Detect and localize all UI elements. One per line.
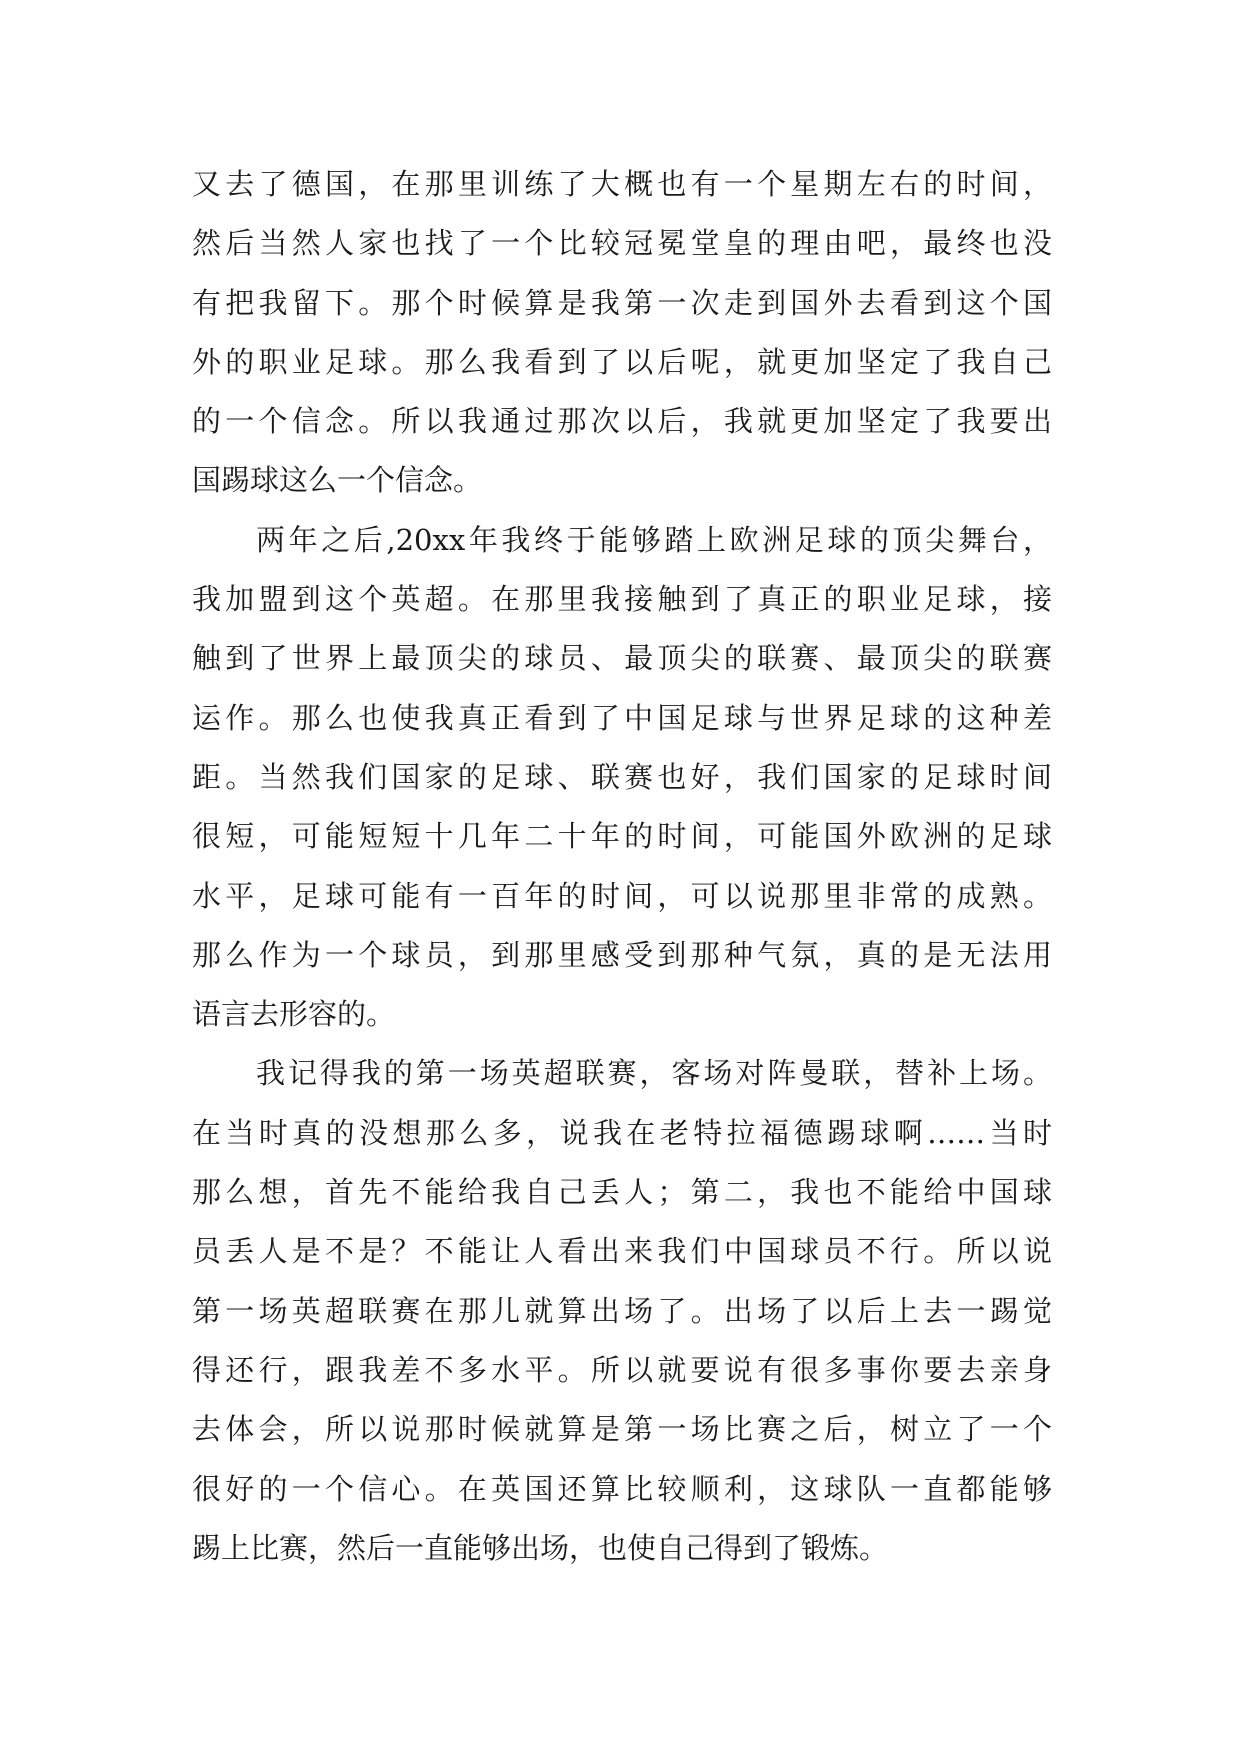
text-line: 我加盟到这个英超。在那里我接触到了真正的职业足球，接 — [192, 582, 1052, 617]
body-text — [192, 155, 1052, 1578]
text-line: 的一个信念。所以我通过那次以后，我就更加坚定了我要出 — [192, 404, 1052, 439]
text-line: 那么作为一个球员，到那里感受到那种气氛，真的是无法用 — [192, 937, 1052, 972]
text-line: 那么想，首先不能给我自己丢人；第二，我也不能给中国球 — [192, 1175, 1052, 1210]
text-line: 去体会，所以说那时候就算是第一场比赛之后，树立了一个 — [192, 1412, 1052, 1447]
text-line: 距。当然我们国家的足球、联赛也好，我们国家的足球时间 — [192, 759, 1052, 794]
text-line: 踢上比赛，然后一直能够出场，也使自己得到了锻炼。 — [192, 1530, 889, 1565]
text-line: 语言去形容的。 — [192, 997, 396, 1032]
text-line: 又去了德国，在那里训练了大概也有一个星期左右的时间， — [192, 167, 1052, 201]
text-line: 触到了世界上最顶尖的球员、最顶尖的联赛、最顶尖的联赛 — [192, 641, 1052, 676]
text-line: 两年之后,20xx年我终于能够踏上欧洲足球的顶尖舞台， — [256, 522, 1052, 557]
text-line: 得还行，跟我差不多水平。所以就要说有很多事你要去亲身 — [192, 1352, 1052, 1387]
text-line: 在当时真的没想那么多，说我在老特拉福德踢球啊……当时 — [192, 1115, 1052, 1150]
text-line: 很好的一个信心。在英国还算比较顺利，这球队一直都能够 — [192, 1471, 1052, 1506]
text-line: 外的职业足球。那么我看到了以后呢，就更加坚定了我自己 — [192, 344, 1052, 379]
text-line: 国踢球这么一个信念。 — [192, 463, 483, 498]
text-line: 我记得我的第一场英超联赛，客场对阵曼联，替补上场。 — [256, 1056, 1052, 1091]
text-line: 然后当然人家也找了一个比较冠冕堂皇的理由吧，最终也没 — [192, 226, 1052, 261]
text-line: 很短，可能短短十几年二十年的时间，可能国外欧洲的足球 — [192, 819, 1052, 854]
text-line: 水平，足球可能有一百年的时间，可以说那里非常的成熟。 — [192, 878, 1052, 913]
text-line: 有把我留下。那个时候算是我第一次走到国外去看到这个国 — [192, 285, 1052, 320]
text-line: 第一场英超联赛在那儿就算出场了。出场了以后上去一踢觉 — [192, 1293, 1052, 1328]
text-line: 员丢人是不是？不能让人看出来我们中国球员不行。所以说 — [192, 1234, 1052, 1269]
text-line: 运作。那么也使我真正看到了中国足球与世界足球的这种差 — [192, 700, 1052, 735]
